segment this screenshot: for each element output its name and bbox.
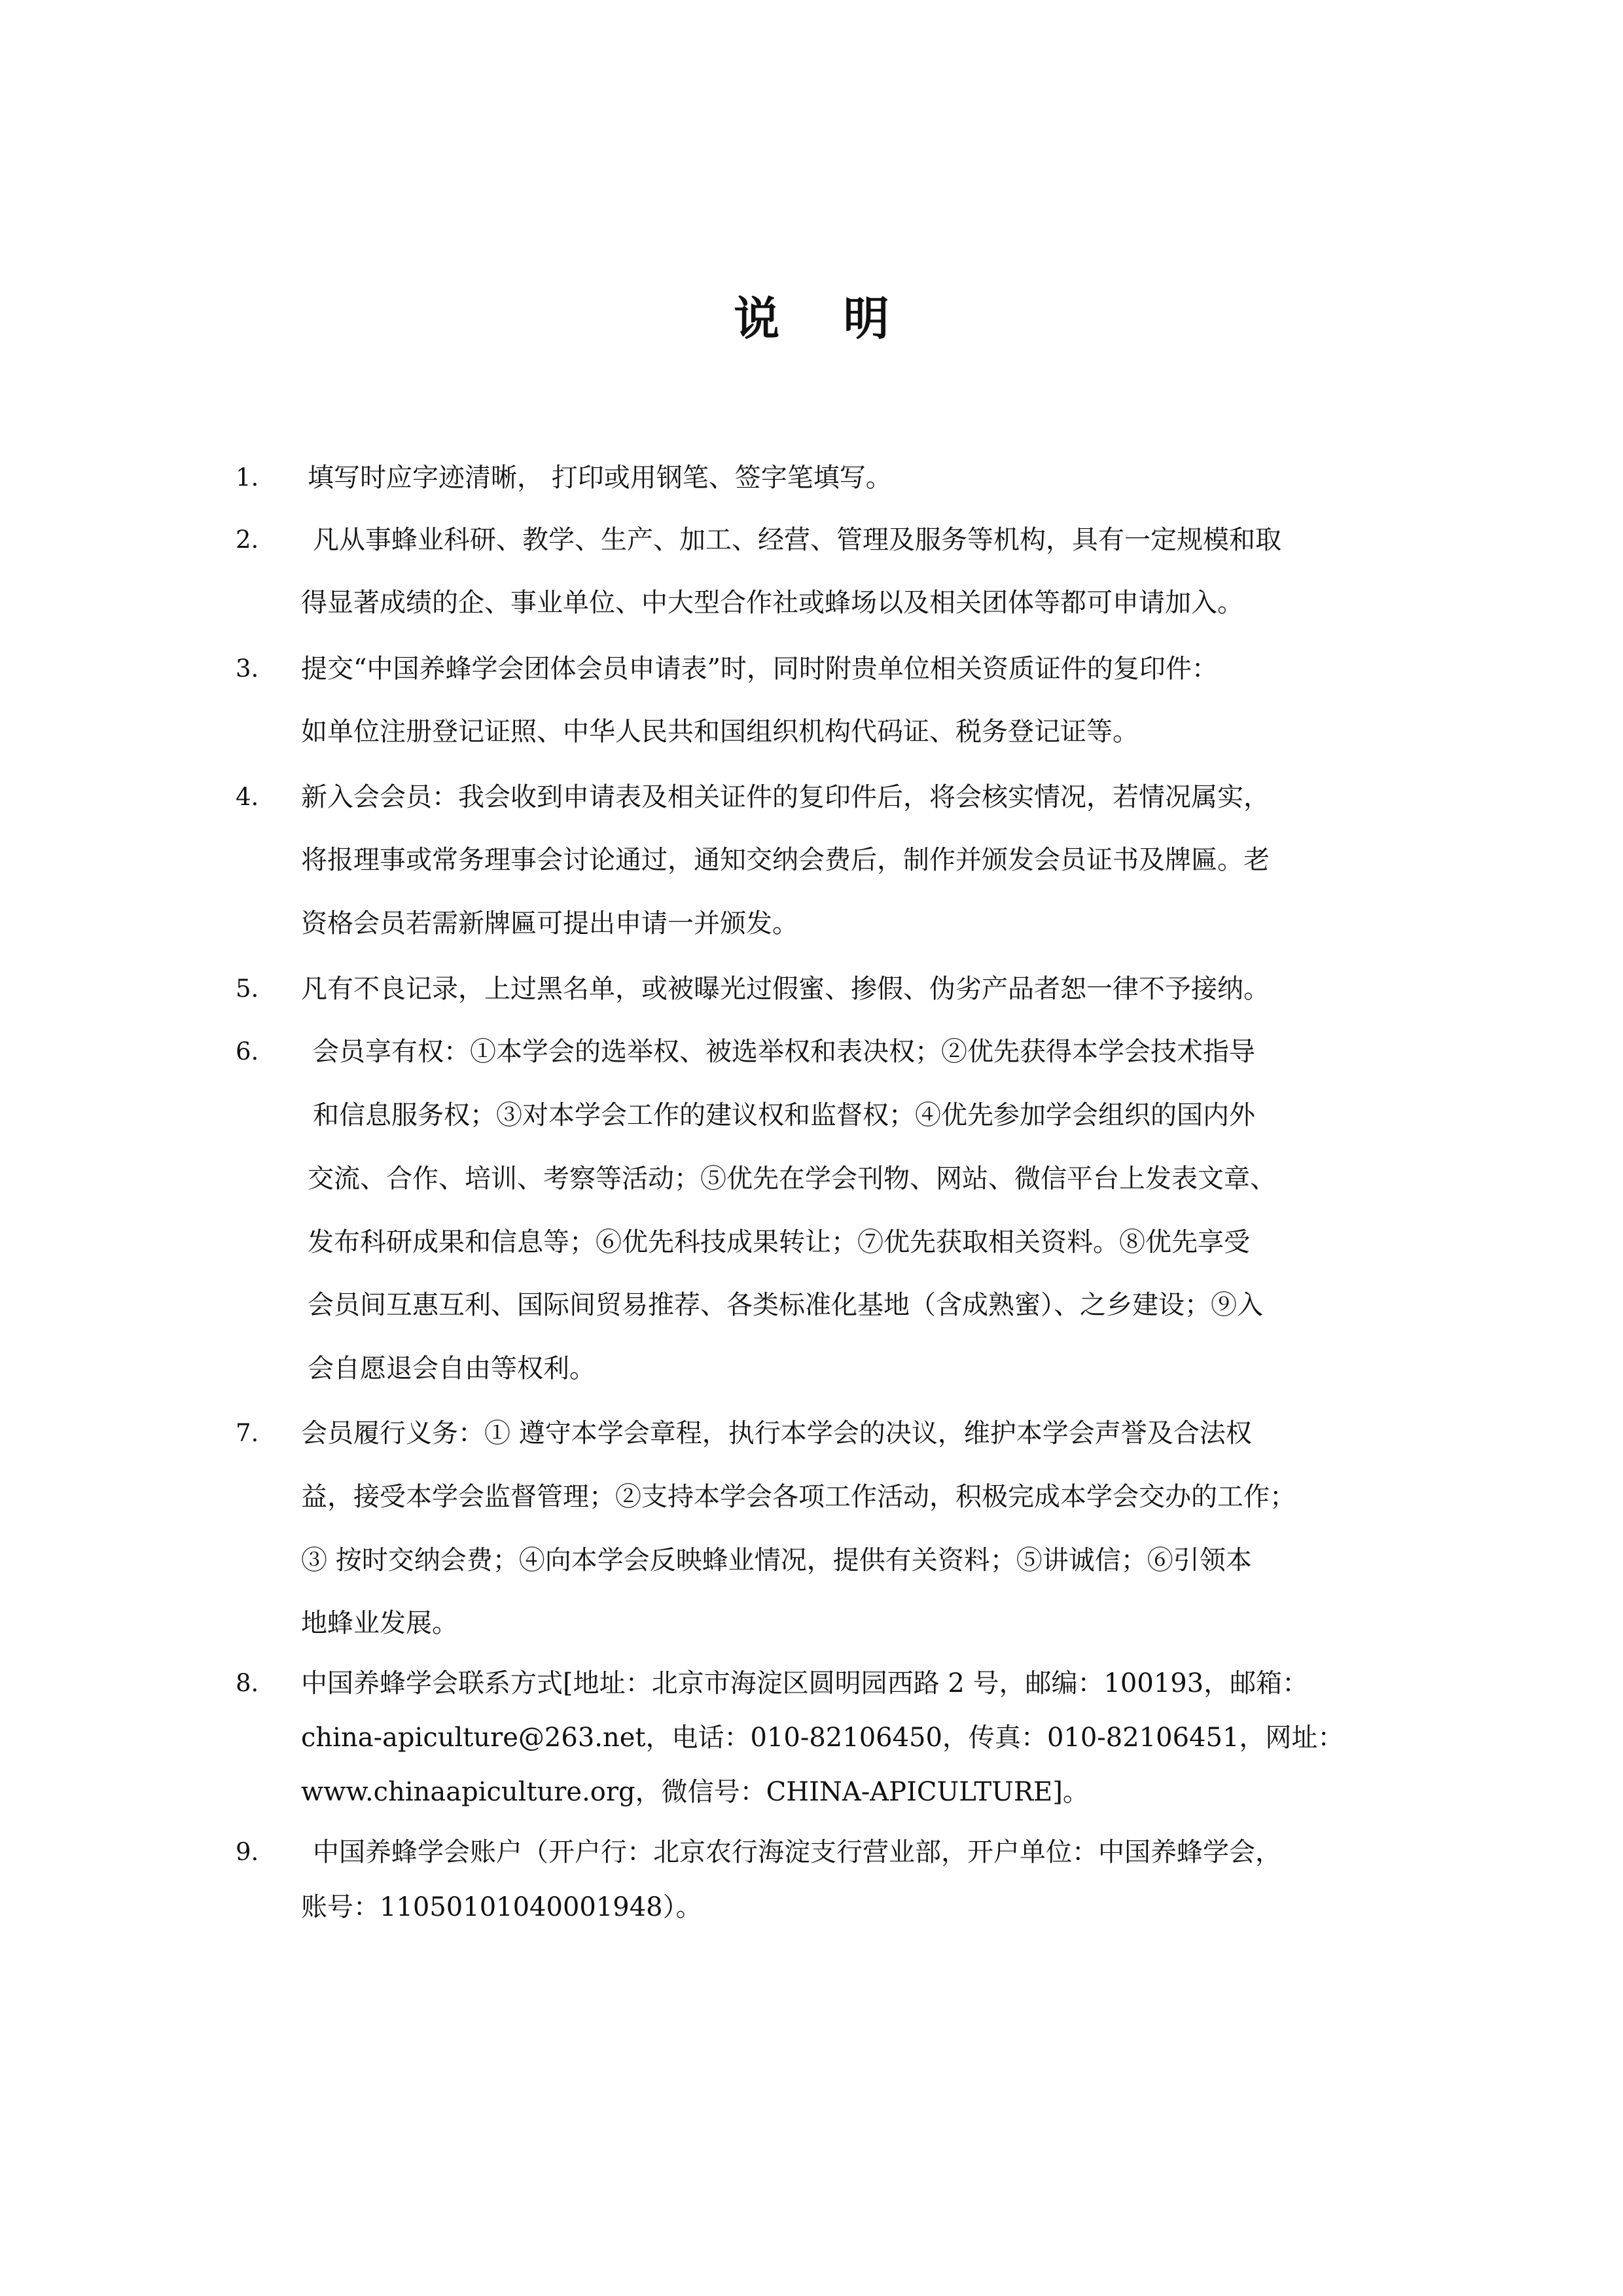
- item-text-line: www.chinaapiculture.org，微信号：CHINA-APICULTURE]。: [301, 1777, 1089, 1807]
- item-number: 8.: [236, 1669, 259, 1697]
- item-text-line: 将报理事或常务理事会讨论通过，通知交纳会费后，制作并颁发会员证书及牌匾。老: [301, 845, 1270, 875]
- item-number: 7.: [236, 1419, 259, 1447]
- item-text-line: 凡有不良记录，上过黑名单，或被曝光过假蜜、掺假、伪劣产品者恕一律不予接纳。: [301, 974, 1270, 1004]
- item-text-line: 如单位注册登记证照、中华人民共和国组织机构代码证、税务登记证等。: [301, 717, 1139, 747]
- item-number: 3.: [236, 655, 259, 683]
- item-number: 6.: [236, 1037, 259, 1066]
- item-number: 5.: [236, 975, 259, 1003]
- item-text-line: 地蜂业发展。: [301, 1608, 458, 1638]
- item-text-line: 会员享有权：①本学会的选举权、被选举权和表决权；②优先获得本学会技术指导: [313, 1037, 1255, 1067]
- item-text-line: 交流、合作、培训、考察等活动；⑤优先在学会刊物、网站、微信平台上发表文章、: [308, 1164, 1276, 1194]
- item-text-line: 和信息服务权；③对本学会工作的建议权和监督权；④优先参加学会组织的国内外: [313, 1100, 1255, 1130]
- item-text-line: 会员间互惠互利、国际间贸易推荐、各类标准化基地（含成熟蜜）、之乡建设；⑨入: [308, 1290, 1263, 1320]
- item-text-line: 填写时应字迹清晰， 打印或用钢笔、签字笔填写。: [308, 463, 892, 493]
- item-text-line: 发布科研成果和信息等；⑥优先科技成果转让；⑦优先获取相关资料。⑧优先享受: [308, 1227, 1250, 1257]
- item-text-line: 会自愿退会自由等权利。: [308, 1354, 596, 1384]
- item-text-line: 提交“中国养蜂学会团体会员申请表”时，同时附贵单位相关资质证件的复印件：: [301, 654, 1218, 684]
- item-text-line: 中国养蜂学会账户（开户行：北京农行海淀支行营业部，开户单位：中国养蜂学会，: [313, 1837, 1281, 1867]
- item-text-line: china-apiculture@263.net，电话：010-82106450，传真：010-82106451，网址：: [301, 1723, 1344, 1753]
- item-text-line: 资格会员若需新牌匾可提出申请一并颁发。: [301, 908, 798, 939]
- item-text-line: 新入会会员：我会收到申请表及相关证件的复印件后，将会核实情况，若情况属实，: [301, 782, 1270, 812]
- item-text-line: ③ 按时交纳会费；④向本学会反映蜂业情况，提供有关资料；⑤讲诚信；⑥引领本: [301, 1545, 1252, 1575]
- item-text-line: 凡从事蜂业科研、教学、生产、加工、经营、管理及服务等机构，具有一定规模和取: [313, 525, 1281, 555]
- item-number: 9.: [236, 1838, 259, 1866]
- item-number: 2.: [236, 526, 259, 554]
- item-text-line: 会员履行义务：① 遵守本学会章程，执行本学会的决议，维护本学会声誉及合法权: [301, 1418, 1252, 1448]
- item-text-line: 益，接受本学会监督管理；②支持本学会各项工作活动，积极完成本学会交办的工作；: [301, 1482, 1296, 1512]
- item-text-line: 中国养蜂学会联系方式[地址：北京市海淀区圆明园西路 2 号，邮编：100193，邮箱：: [301, 1668, 1309, 1698]
- item-number: 1.: [236, 463, 259, 492]
- item-text-line: 得显著成绩的企、事业单位、中大型合作社或蜂场以及相关团体等都可申请加入。: [301, 588, 1243, 618]
- item-text-line: 账号：11050101040001948）。: [301, 1892, 702, 1922]
- item-number: 4.: [236, 783, 259, 811]
- page-title: 说 明: [734, 292, 889, 346]
